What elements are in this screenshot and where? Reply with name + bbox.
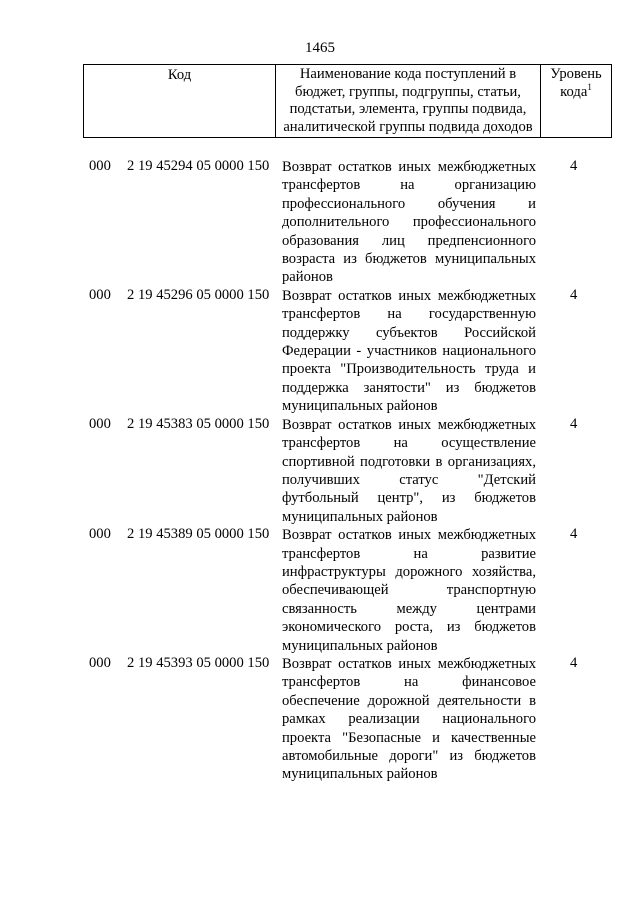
revenue-name-line: муниципальных районов <box>282 398 438 415</box>
revenue-name-line: проекта "Производительность труда и <box>282 361 536 378</box>
revenue-name-line: трансфертов на развитие <box>282 545 536 562</box>
revenue-name-line: футбольный центр", из бюджетов <box>282 490 536 507</box>
revenue-name-line: образования лиц предпенсионного <box>282 232 536 249</box>
header-level <box>541 65 612 138</box>
revenue-name-line: Возврат остатков иных межбюджетных <box>282 655 536 672</box>
revenue-code: 2 19 45383 05 0000 150 <box>127 415 270 432</box>
table-body <box>0 158 640 784</box>
admin-code: 000 <box>89 654 111 671</box>
revenue-name-line: Возврат остатков иных межбюджетных <box>282 287 536 304</box>
table-row <box>0 287 640 416</box>
revenue-code: 2 19 45393 05 0000 150 <box>127 654 270 671</box>
code-level: 4 <box>570 286 578 303</box>
revenue-name <box>282 655 536 784</box>
revenue-name-line: спортивной подготовки в организациях, <box>282 453 536 470</box>
footnote-marker: 1 <box>587 81 592 92</box>
table-row <box>0 526 640 655</box>
table-row <box>0 416 640 526</box>
revenue-name-line: Возврат остатков иных межбюджетных <box>282 416 536 433</box>
code-level: 4 <box>570 415 578 432</box>
revenue-name-line: экономического роста, из бюджетов <box>282 619 536 636</box>
admin-code: 000 <box>89 286 111 303</box>
header-level-label: Уровень кода <box>550 66 602 100</box>
revenue-name-line: обеспечение дорожной деятельности в <box>282 692 536 709</box>
revenue-name-line: инфраструктуры дорожного хозяйства, <box>282 563 536 580</box>
code-level: 4 <box>570 158 578 174</box>
revenue-name-line: Возврат остатков иных межбюджетных <box>282 527 536 544</box>
revenue-name-line: трансфертов на финансовое <box>282 674 536 691</box>
table-header <box>83 64 612 138</box>
revenue-name-line: Возврат остатков иных межбюджетных <box>282 159 536 175</box>
revenue-name-line: дополнительного профессионального <box>282 214 536 231</box>
revenue-name-line: трансфертов на организацию <box>282 177 536 194</box>
revenue-name-line: трансфертов на осуществление <box>282 435 536 452</box>
revenue-code: 2 19 45294 05 0000 150 <box>127 158 270 174</box>
revenue-name-line: получивших статус "Детский <box>282 471 536 488</box>
revenue-name-line: трансфертов на государственную <box>282 306 536 323</box>
code-level: 4 <box>570 654 578 671</box>
page-number: 1465 <box>305 40 335 56</box>
revenue-code: 2 19 45389 05 0000 150 <box>127 526 270 543</box>
revenue-name-line: автомобильные дороги" из бюджетов <box>282 748 536 764</box>
revenue-name <box>282 158 536 287</box>
revenue-name-line: муниципальных районов <box>282 637 438 654</box>
admin-code: 000 <box>89 526 111 543</box>
revenue-code: 2 19 45296 05 0000 150 <box>127 286 270 303</box>
revenue-name-line: муниципальных районов <box>282 508 438 525</box>
revenue-name-line: рамках реализации национального <box>282 711 536 728</box>
admin-code: 000 <box>89 415 111 432</box>
revenue-name-line: проекта "Безопасные и качественные <box>282 729 536 746</box>
revenue-name-line: районов <box>282 269 333 286</box>
revenue-name <box>282 526 536 655</box>
revenue-name <box>282 287 536 416</box>
table-row <box>0 655 640 784</box>
admin-code: 000 <box>89 158 111 174</box>
revenue-name-line: поддержка занятости" из бюджетов <box>282 379 536 396</box>
header-code: Код <box>84 65 276 138</box>
code-level: 4 <box>570 526 578 543</box>
revenue-name-line: муниципальных районов <box>282 766 438 783</box>
revenue-name-line: связанность между центрами <box>282 600 536 617</box>
revenue-name-line: обеспечивающей транспортную <box>282 582 536 599</box>
header-name: Наименование кода поступлений в бюджет, группы, подгруппы, статьи, подстатьи, элемента, группы подвида, аналитической группы подвида доходов <box>276 65 541 138</box>
revenue-name-line: возраста из бюджетов муниципальных <box>282 251 536 268</box>
table-row <box>0 158 640 287</box>
revenue-name-line: поддержку субъектов Российской <box>282 324 536 341</box>
revenue-name-line: Федерации - участников национального <box>282 343 536 360</box>
revenue-name <box>282 416 536 526</box>
revenue-name-line: профессионального обучения и <box>282 195 536 212</box>
